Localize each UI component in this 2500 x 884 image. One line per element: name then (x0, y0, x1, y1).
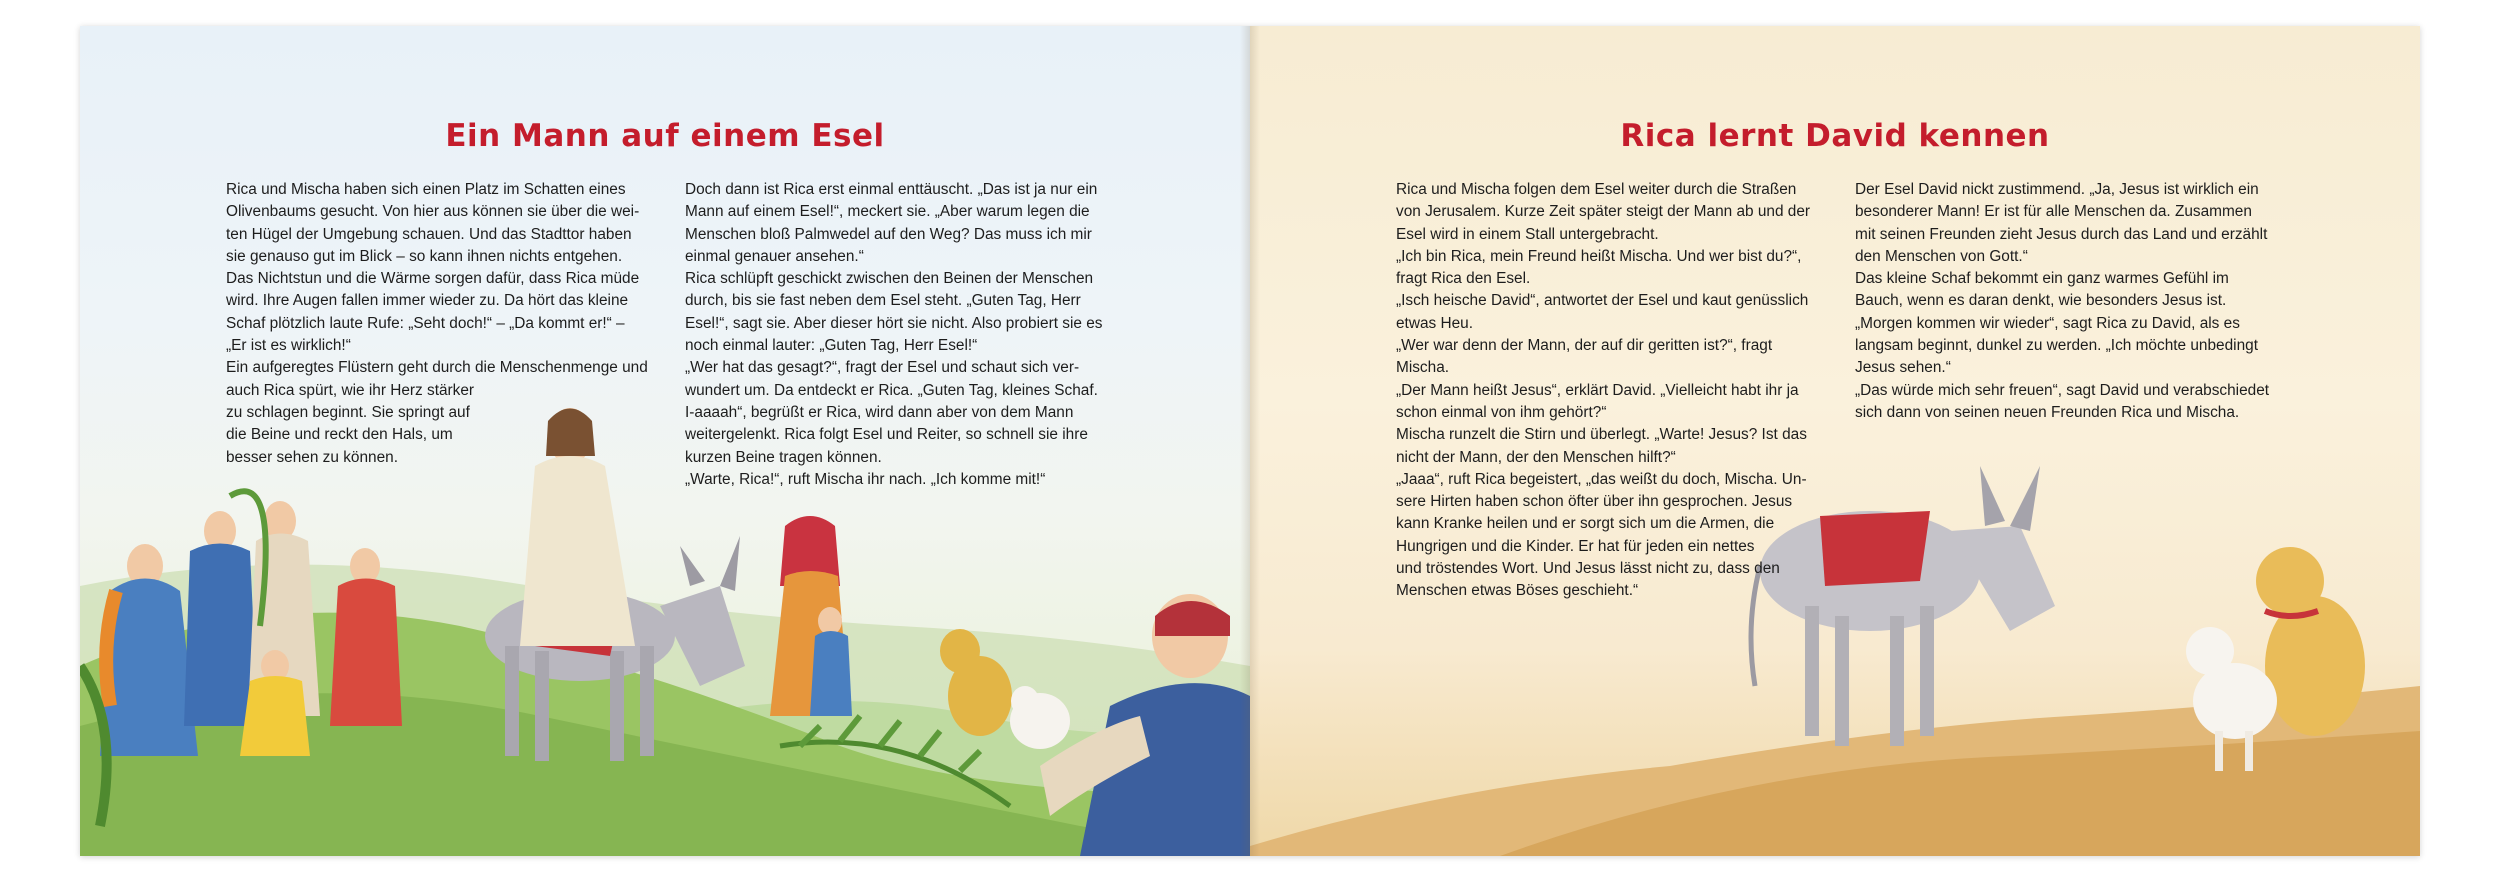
left-page-column-2: Doch dann ist Rica erst einmal enttäuscht. „Das ist ja nur ein Mann auf einem Esel!“, meckert sie. „Aber warum legen die Menschen bloß Palmwedel auf den Weg? Das muss ich mir einmal genauer ansehen.“ Rica schlüpft geschickt zwischen den Beinen der Menschen durch, bis sie fast neben dem Esel steht. „Guten Tag, Herr Esel!“, sagt sie. Aber dieser hört sie nicht. Also probiert sie es noch einmal lauter: „Guten Tag, Herr Esel!“ „Wer hat das gesagt?“, fragt der Esel und schaut sich ver- wundert um. Da entdeckt er Rica. „Guten Tag, kleines Schaf. I-aaaah“, begrüßt er Rica, wird dann aber von dem Mann weitergelenkt. Rica folgt Esel und Reiter, so schnell sie ihre kurzen Beine tragen können. „Warte, Rica!“, ruft Mischa ihr nach. „Ich komme mit!“ (685, 181, 1103, 488)
book-gutter (1240, 26, 1260, 856)
left-page-column-1: Rica und Mischa haben sich einen Platz im Schatten eines Olivenbaums gesucht. Von hier aus können sie über die wei- ten Hügel der Umgebung schauen. Und das Stadttor haben sie genauso gut im Blick – so kann ihnen nichts entgehen. Das Nichtstun und die Wärme sorgen dafür, dass Rica müde wird. Ihre Augen fallen immer wieder zu. Da hört das kleine Schaf plötzlich laute Rufe: „Seht doch!“ – „Da kommt er!“ – „Er ist es wirklich!“ Ein aufgeregtes Flüstern geht durch die Menschenmenge und auch Rica spürt, wie ihr Herz stärker zu schlagen beginnt. Sie springt auf die Beine und reckt den Hals, um besser sehen zu können. (226, 181, 648, 466)
right-page (1250, 26, 2420, 856)
left-page (80, 26, 1250, 856)
woman-in-red (770, 516, 852, 716)
left-page-title: Ein Mann auf einem Esel (445, 118, 885, 154)
right-page-column-2: Der Esel David nickt zustimmend. „Ja, Jesus ist wirklich ein besonderer Mann! Er ist für alle Menschen da. Zusammen mit seinen Freunden zieht Jesus durch das Land und erzählt den Menschen von Gott.“ Das kleine Schaf bekommt ein ganz warmes Gefühl im Bauch, wenn es daran denkt, wie besonders Jesus ist. „Morgen kommen wir wieder“, sagt Rica zu David, als es langsam beginnt, dunkel zu werden. „Ich möchte unbedingt Jesus sehen.“ „Das würde mich sehr freuen“, sagt David und verabschiedet sich dann von seinen neuen Freunden Rica und Mischa. (1855, 181, 2270, 421)
right-page-title: Rica lernt David kennen (1620, 118, 2050, 154)
book-spread (80, 26, 2420, 856)
right-page-column-1: Rica und Mischa folgen dem Esel weiter durch die Straßen von Jerusalem. Kurze Zeit später steigt der Mann ab und der Esel wird in einem Stall untergebracht. „Ich bin Rica, mein Freund heißt Mischa. Und wer bist du?“, fragt Rica den Esel. „Isch heische David“, antwortet der Esel und kaut genüsslich etwas Heu. „Wer war denn der Mann, der auf dir geritten ist?“, fragt Mischa. „Der Mann heißt Jesus“, erklärt David. „Vielleicht habt ihr ja schon einmal von ihm gehört?“ Mischa runzelt die Stirn und überlegt. „Warte! Jesus? Ist das nicht der Mann, der den Menschen hilft?“ „Jaaa“, ruft Rica begeistert, „das weißt du doch, Mischa. Un- sere Hirten haben schon öfter über ihn gesprochen. Jesus kann Kranke heilen und er sorgt sich um die Armen, die Hungrigen und die Kinder. Er hat für jeden ein nettes und tröstendes Wort. Und Jesus lässt nicht zu, dass den Menschen etwas Böses geschieht.“ (1396, 181, 1811, 600)
